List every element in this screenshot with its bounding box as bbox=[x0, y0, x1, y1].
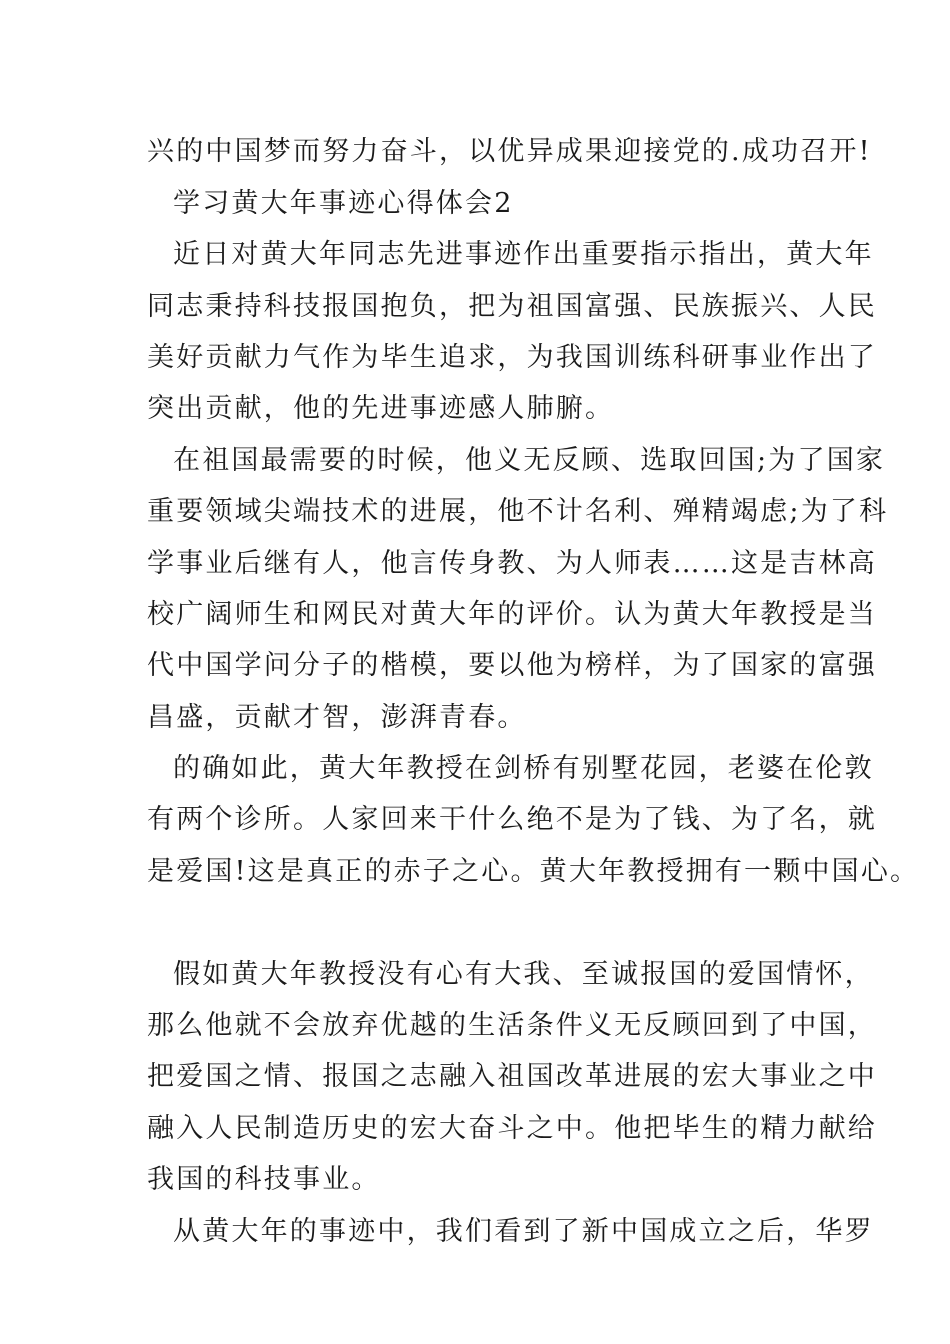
paragraph-line: 在祖国最需要的时候，他义无反顾、选取回国;为了国家 bbox=[173, 445, 886, 476]
paragraph-line: 代中国学问分子的楷模，要以他为榜样，为了国家的富强 bbox=[147, 650, 877, 681]
paragraph-line: 把爱国之情、报国之志融入祖国改革进展的宏大事业之中 bbox=[147, 1061, 877, 1092]
paragraph-line: 是爱国!这是真正的赤子之心。黄大年教授拥有一颗中国心。 bbox=[147, 856, 920, 887]
text-line: 兴的中国梦而努力奋斗，以优异成果迎接党的.成功召开! bbox=[147, 136, 872, 167]
paragraph-line: 突出贡献，他的先进事迹感人肺腑。 bbox=[147, 393, 615, 424]
section-heading: 学习黄大年事迹心得体会2 bbox=[173, 188, 514, 219]
paragraph-line: 融入人民制造历史的宏大奋斗之中。他把毕生的精力献给 bbox=[147, 1113, 877, 1144]
paragraph-line: 的确如此，黄大年教授在剑桥有别墅花园，老婆在伦敦 bbox=[173, 753, 874, 784]
paragraph-line: 昌盛，贡献才智，澎湃青春。 bbox=[147, 702, 527, 733]
paragraph-line: 我国的科技事业。 bbox=[147, 1164, 381, 1195]
paragraph-line: 同志秉持科技报国抱负，把为祖国富强、民族振兴、人民 bbox=[147, 291, 877, 322]
paragraph-line: 校广阔师生和网民对黄大年的评价。认为黄大年教授是当 bbox=[147, 599, 877, 630]
paragraph-line: 重要领域尖端技术的进展，他不计名利、殚精竭虑;为了科 bbox=[147, 496, 889, 527]
paragraph-line: 近日对黄大年同志先进事迹作出重要指示指出，黄大年 bbox=[173, 239, 874, 270]
paragraph-line: 学事业后继有人，他言传身教、为人师表……这是吉林高 bbox=[147, 548, 877, 579]
paragraph-line: 从黄大年的事迹中，我们看到了新中国成立之后，华罗 bbox=[173, 1216, 874, 1247]
paragraph-line: 那么他就不会放弃优越的生活条件义无反顾回到了中国， bbox=[147, 1010, 877, 1041]
paragraph-line: 美好贡献力气作为毕生追求，为我国训练科研事业作出了 bbox=[147, 342, 877, 373]
paragraph-line: 假如黄大年教授没有心有大我、至诚报国的爱国情怀， bbox=[173, 959, 874, 990]
paragraph-line: 有两个诊所。人家回来干什么绝不是为了钱、为了名，就 bbox=[147, 804, 877, 835]
